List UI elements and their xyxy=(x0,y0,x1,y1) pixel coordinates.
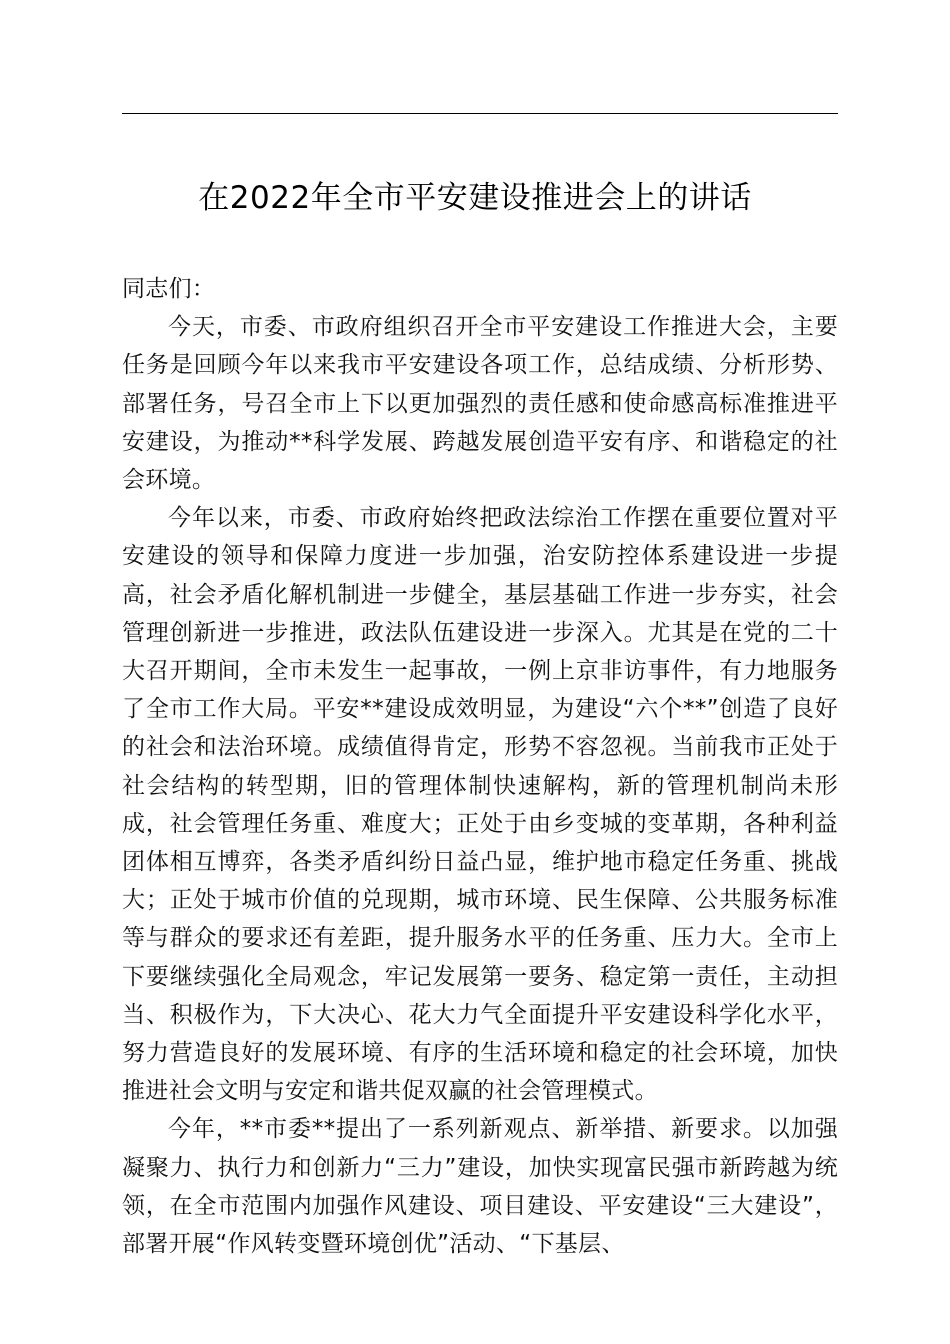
paragraph-3: 今年，**市委**提出了一系列新观点、新举措、新要求。以加强凝聚力、执行力和创新力“三力”建设，加快实现富民强市新跨越为统领，在全市范围内加强作风建设、项目建设、平安建设“三大建设”，部署开展“作风转变暨环境创优”活动、“下基层、 xyxy=(122,1116,838,1258)
document-title: 在2022年全市平安建设推进会上的讲话 xyxy=(198,180,752,216)
paragraph-2: 今年以来，市委、市政府始终把政法综治工作摆在重要位置对平安建设的领导和保障力度进一步加强，治安防控体系建设进一步提高，社会矛盾化解机制进一步健全，基层基础工作进一步夯实，社会管理创新进一步推进，政法队伍建设进一步深入。尤其是在党的二十大召开期间，全市未发生一起事故，一例上京非访事件，有力地服务了全市工作大局。平安**建设成效明显，为建设“六个**”创造了良好的社会和法治环境。成绩值得肯定，形势不容忽视。当前我市正处于社会结构的转型期，旧的管理体制快速解构，新的管理机制尚未形成，社会管理任务重、难度大；正处于由乡变城的变革期，各种利益团体相互博弈，各类矛盾纠纷日益凸显，维护地市稳定任务重、挑战大；正处于城市价值的兑现期，城市环境、民生保障、公共服务标准等与群众的要求还有差距，提升服务水平的任务重、压力大。全市上下要继续强化全局观念，牢记发展第一要务、稳定第一责任，主动担当、积极作为，下大决心、花大力气全面提升平安建设科学化水平，努力营造良好的发展环境、有序的生活环境和稳定的社会环境，加快推进社会文明与安定和谐共促双赢的社会管理模式。 xyxy=(122,505,838,1105)
document-body xyxy=(122,270,838,1263)
header-rule xyxy=(122,113,838,114)
paragraph-1: 今天，市委、市政府组织召开全市平安建设工作推进大会，主要任务是回顾今年以来我市平安建设各项工作，总结成绩、分析形势、部署任务，号召全市上下以更加强烈的责任感和使命感高标准推进平安建设，为推动**科学发展、跨越发展创造平安有序、和谐稳定的社会环境。 xyxy=(122,314,838,494)
greeting: 同志们： xyxy=(122,276,216,302)
